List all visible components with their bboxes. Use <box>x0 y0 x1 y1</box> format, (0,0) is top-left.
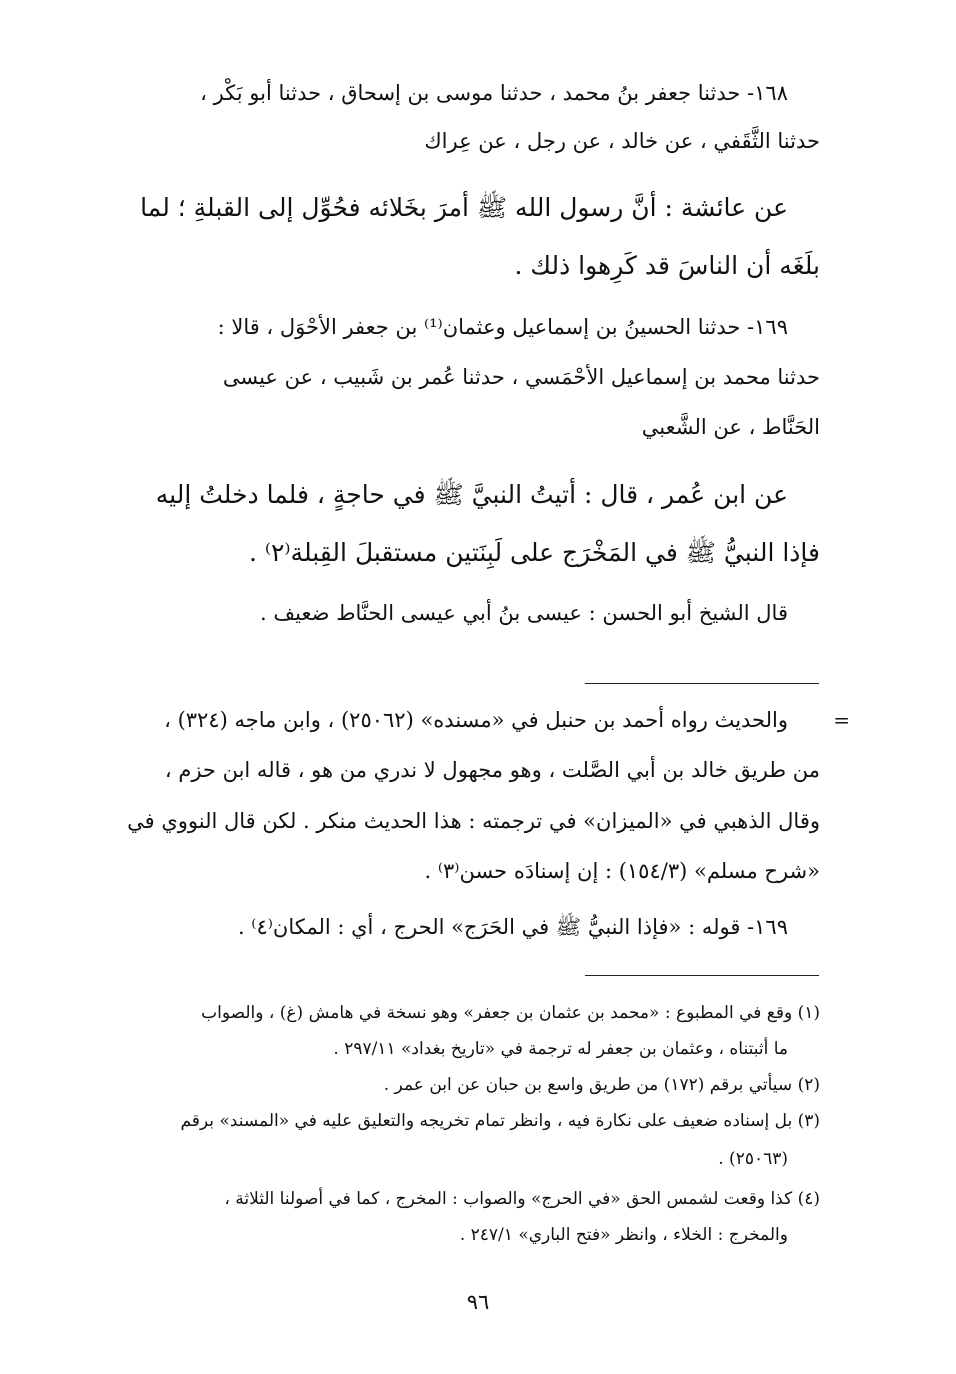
hadith-168-matn-line-1: عن عائشة : أنَّ رسول الله ﷺ أمرَ بخَلائه فحُوِّل إلى القبلةِ ؛ لما <box>140 193 788 222</box>
hadith-169-matn-line-2: فإذا النبيُّ ﷺ في المَخْرَج على لَبِنَتين مستقبلَ القِبلة⁽٢⁾ . <box>248 538 820 567</box>
separator-rule-2 <box>585 975 819 976</box>
continuation-marker: = <box>833 708 850 732</box>
commentary-line-3: وقال الذهبي في «الميزان» في ترجمته : هذا الحديث منكر . لكن قال النووي في <box>127 809 820 833</box>
footnote-4-continued: والمخرج : الخلاء ، وانظر «فتح الباري» ٢٤٧/١ . <box>459 1225 788 1245</box>
footnote-1: (١) وقع في المطبوع : «محمد بن عثمان بن جعفر» وهو نسخة في هامش (غ) ، والصواب <box>201 1003 820 1023</box>
page-number: ٩٦ <box>466 1290 490 1314</box>
hadith-169-isnad-line-3: الحَنَّاط ، عن الشَّعبي <box>641 415 820 439</box>
hadith-169-isnad-line-1: ١٦٩- حدثنا الحسينُ بن إسماعيل وعثمان⁽¹⁾ بن جعفر الأحْوَل ، قالا : <box>217 315 788 339</box>
hadith-169-isnad-line-2: حدثنا محمد بن إسماعيل الأحْمَسي ، حدثنا عُمر بن شَبيب ، عن عيسى <box>222 365 820 389</box>
commentary-line-1: والحديث رواه أحمد بن حنبل في «مسنده» (٢٥٠٦٢) ، وابن ماجه (٣٢٤) ، <box>164 708 788 732</box>
footnote-4: (٤) كذا وقعت لشمس الحق «في الحرج» والصواب : المخرج ، كما في أصولنا الثلاثة ، <box>224 1189 820 1209</box>
footnote-1-continued: ما أثبتناه ، وعثمان بن جعفر له ترجمة في «تاريخ بغداد» ٢٩٧/١١ . <box>333 1039 788 1059</box>
hadith-169-matn-line-1: عن ابن عُمر ، قال : أتيتُ النبيَّ ﷺ في حاجةٍ ، فلما دخلتُ إليه <box>155 480 788 509</box>
footnote-3: (٣) بل إسناده ضعيف على نكارة فيه ، وانظر تمام تخريجه والتعليق عليه في «المسند» برقم <box>180 1111 820 1131</box>
footnote-2: (٢) سيأتي برقم (١٧٢) من طريق واسع بن حبان عن ابن عمر . <box>383 1075 820 1095</box>
hadith-168-matn-line-2: بلَغَه أن الناسَ قد كَرِهوا ذلك . <box>514 251 820 280</box>
footnote-3-continued: (٢٥٠٦٣) . <box>718 1149 788 1169</box>
commentary-line-4: «شرح مسلم» (١٥٤/٣) : إن إسنادَه حسن⁽٣⁾ . <box>424 859 820 883</box>
commentary-line-2: من طريق خالد بن أبي الصَّلت ، وهو مجهول لا ندري من هو ، قاله ابن حزم ، <box>164 758 820 782</box>
hadith-168-isnad-line-1: ١٦٨- حدثنا جعفر بنُ محمد ، حدثنا موسى بن إسحاق ، حدثنا أبو بَكْر ، <box>200 81 788 105</box>
hadith-168-isnad-line-2: حدثنا الثَّقَفي ، عن خالد ، عن رجل ، عن عِراك <box>424 129 820 153</box>
sheikh-comment: قال الشيخ أبو الحسن : عيسى بنُ أبي عيسى الحنَّاط ضعيف . <box>260 601 788 625</box>
separator-rule-1 <box>585 683 819 684</box>
commentary-line-5: ١٦٩- قوله : «فإذا النبيُّ ﷺ في الحَرَج» الحرج ، أي : المكان⁽٤⁾ . <box>237 915 788 939</box>
